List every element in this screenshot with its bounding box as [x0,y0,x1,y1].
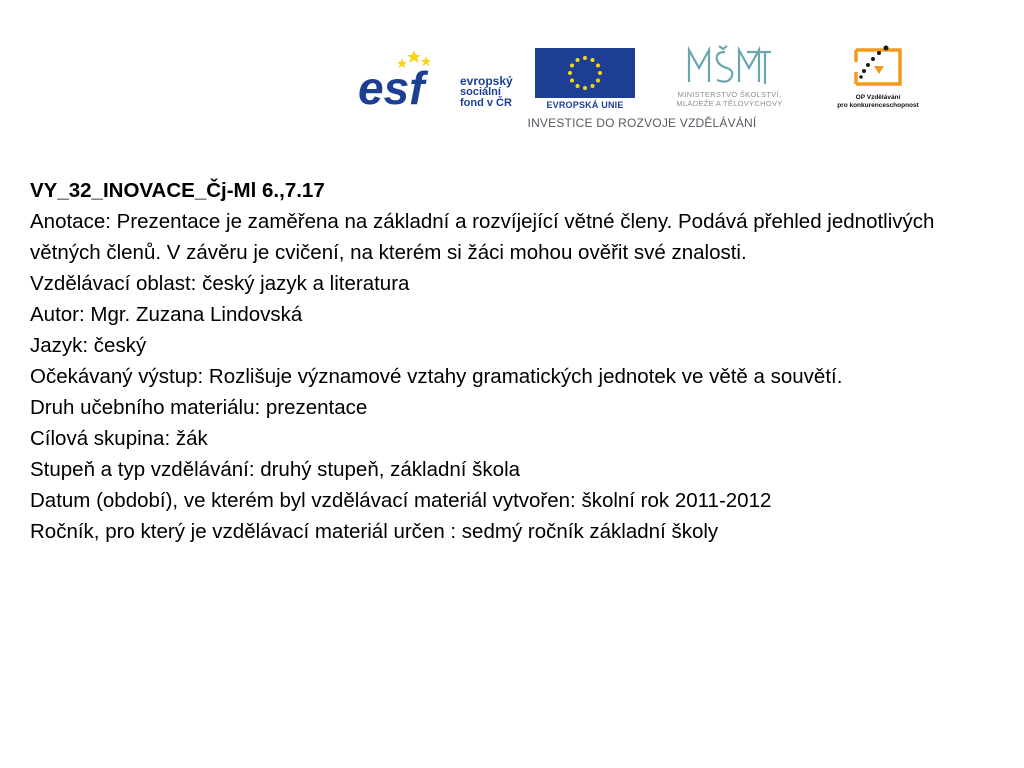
esf-wordmark: esf [358,62,425,108]
document-code: VY_32_INOVACE_Čj-Ml 6.,7.17 [30,179,325,202]
msmt-line: MLÁDEŽE A TĚLOVÝCHOVY [676,99,783,108]
op-logo [822,44,934,112]
author: Autor: Mgr. Zuzana Lindovská [30,303,303,326]
op-line: OP Vzdělávání [855,94,901,101]
eu-flag-icon [535,48,635,98]
material-type: Druh učebního materiálu: prezentace [30,396,368,419]
language: Jazyk: český [30,334,147,357]
msmt-logo [642,44,817,112]
op-mark-icon [846,44,910,92]
banner-tagline: INVESTICE DO ROZVOJE VZDĚLÁVÁNÍ [527,116,757,130]
op-line: pro konkurenceschopnost [837,102,919,109]
eu-caption: EVROPSKÁ UNIE [546,100,624,110]
eu-logo [535,48,635,112]
msmt-line: MINISTERSTVO ŠKOLSTVÍ, [677,90,782,99]
logo-banner [352,42,937,132]
education-level: Stupeň a typ vzdělávání: druhý stupeň, základní škola [30,458,521,481]
msmt-caption [642,90,817,108]
esf-mark [356,46,452,108]
grade: Ročník, pro který je vzdělávací materiál určen : sedmý ročník základní školy [30,520,719,543]
creation-date: Datum (období), ve kterém byl vzdělávací materiál vytvořen: školní rok 2011-2012 [30,489,772,512]
esf-logo [356,46,528,108]
expected-outcome: Očekávaný výstup: Rozlišuje významové vztahy gramatických jednotek ve větě a souvětí. [30,365,843,388]
document-body [30,175,1005,547]
esf-line: evropský [460,74,513,88]
msmt-mark-icon [685,44,773,90]
esf-line: sociální [460,86,501,98]
annotation-text: Anotace: Prezentace je zaměřena na základní a rozvíjející větné členy. Podává přehled jednotlivých větných členů. V závěru je cvičení, na kterém si žáci mohou ověřit své znalosti. [30,210,935,264]
education-area: Vzdělávací oblast: český jazyk a literatura [30,272,410,295]
esf-line: fond v ČR [460,97,512,109]
target-group: Cílová skupina: žák [30,427,208,450]
esf-text [460,76,513,109]
op-caption [822,94,934,110]
